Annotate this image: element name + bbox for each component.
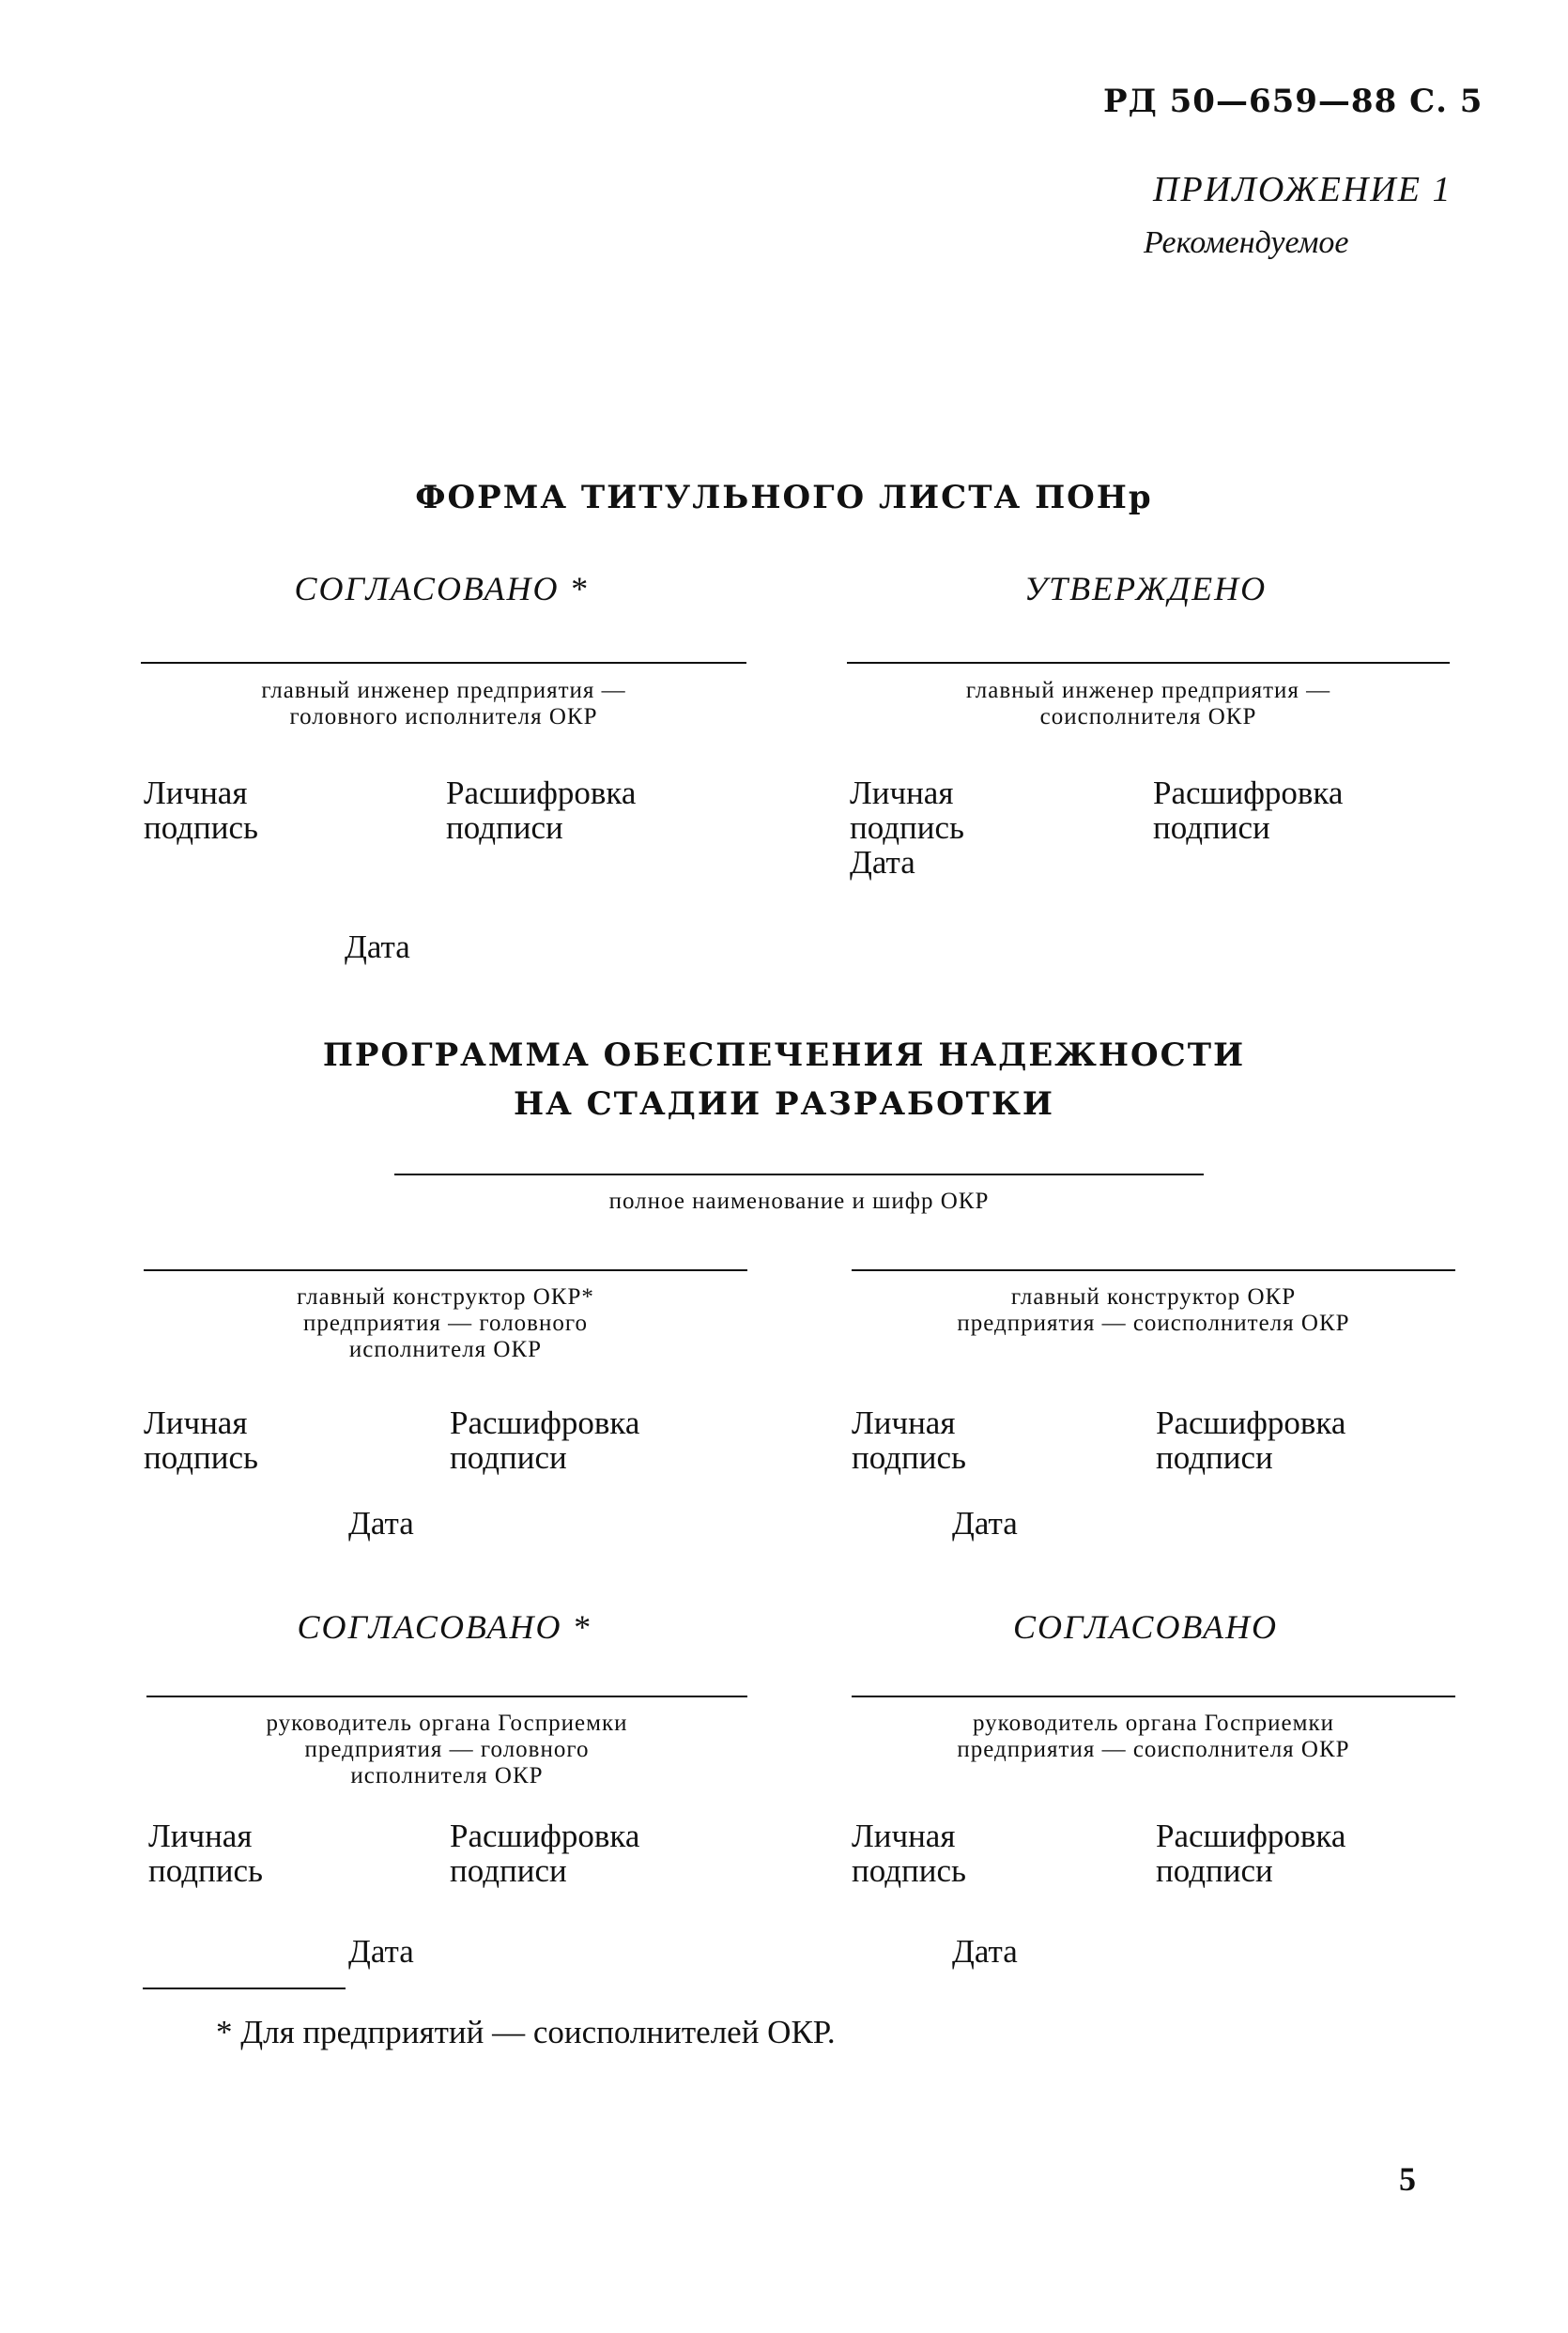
okr-name-line <box>394 1174 1204 1175</box>
position-caption: руководитель органа Госприемки предприятия — головного исполнителя ОКР <box>266 1711 628 1788</box>
stamp-agreed-left: СОГЛАСОВАНО * <box>297 1608 592 1646</box>
position-caption: главный конструктор ОКР предприятия — соисполнителя ОКР <box>957 1284 1350 1336</box>
signature-decoding-label: Расшифровка подписи <box>1153 775 1344 846</box>
signature-decoding-label: Расшифровка подписи <box>450 1404 640 1476</box>
personal-signature-label: Личная подпись <box>144 775 258 846</box>
footnote: * Для предприятий — соисполнителей ОКР. <box>216 2014 836 2050</box>
position-caption: главный инженер предприятия — соисполнителя ОКР <box>965 678 1331 729</box>
program-title: ПРОГРАММА ОБЕСПЕЧЕНИЯ НАДЕЖНОСТИ НА СТАДИИ РАЗРАБОТКИ <box>322 1036 1246 1123</box>
personal-signature-label: Личная подпись <box>148 1818 263 1889</box>
position-caption: главный конструктор ОКР* предприятия — головного исполнителя ОКР <box>297 1284 594 1362</box>
date-label: Дата <box>348 1505 414 1542</box>
stamp-agreed-left: СОГЛАСОВАНО * <box>294 570 589 607</box>
signature-line <box>144 1269 747 1271</box>
personal-signature-label: Личная подпись Дата <box>850 775 964 881</box>
signature-line <box>141 662 746 664</box>
signature-decoding-label: Расшифровка подписи <box>446 775 637 846</box>
form-title: ФОРМА ТИТУЛЬНОГО ЛИСТА ПОНр <box>415 479 1153 516</box>
date-label: Дата <box>952 1933 1018 1970</box>
date-label: Дата <box>952 1505 1018 1542</box>
personal-signature-label: Личная подпись <box>852 1818 966 1889</box>
signature-decoding-label: Расшифровка подписи <box>1156 1404 1346 1476</box>
date-label: Дата <box>348 1933 414 1970</box>
stamp-agreed-right: СОГЛАСОВАНО <box>1012 1608 1279 1646</box>
signature-decoding-label: Расшифровка подписи <box>1156 1818 1346 1889</box>
footnote-separator <box>143 1988 346 1989</box>
signature-line <box>852 1269 1455 1271</box>
page-number: 5 <box>1399 2160 1416 2198</box>
date-label: Дата <box>345 929 410 965</box>
stamp-approved-right: УТВЕРЖДЕНО <box>1023 570 1268 607</box>
signature-line <box>852 1696 1455 1697</box>
document-code: РД 50—659—88 С. 5 <box>1103 83 1483 120</box>
signature-line <box>146 1696 747 1697</box>
signature-line <box>847 662 1450 664</box>
appendix-status: Рекомендуемое <box>1144 225 1349 260</box>
position-caption: главный инженер предприятия — головного исполнителя ОКР <box>261 678 626 729</box>
appendix-label: ПРИЛОЖЕНИЕ 1 <box>1153 170 1453 209</box>
personal-signature-label: Личная подпись <box>852 1404 966 1476</box>
personal-signature-label: Личная подпись <box>144 1404 258 1476</box>
okr-name-caption: полное наименование и шифр ОКР <box>608 1189 990 1214</box>
signature-decoding-label: Расшифровка подписи <box>450 1818 640 1889</box>
position-caption: руководитель органа Госприемки предприятия — соисполнителя ОКР <box>957 1711 1350 1762</box>
